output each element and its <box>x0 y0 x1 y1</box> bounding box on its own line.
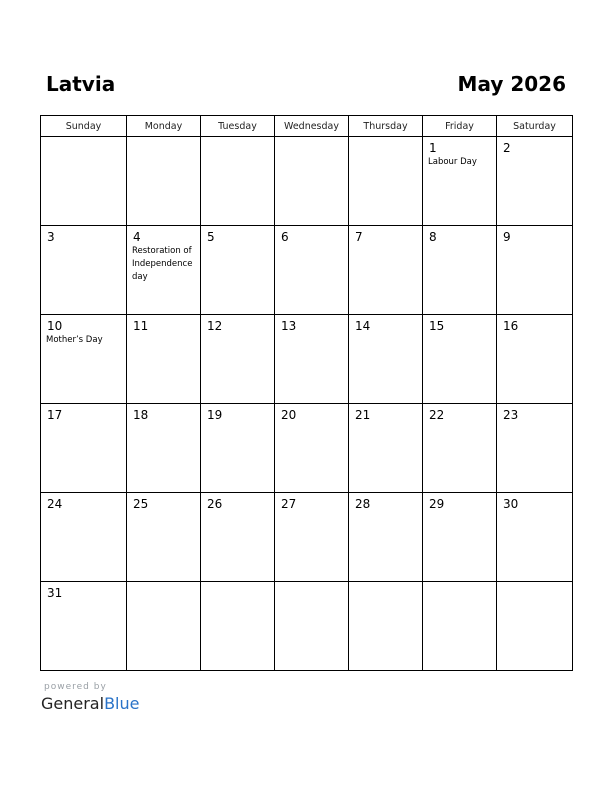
day-number: 23 <box>503 408 519 422</box>
day-number: 16 <box>503 319 519 333</box>
calendar-body <box>41 137 573 671</box>
week-row <box>41 404 573 493</box>
day-number: 1 <box>429 141 437 155</box>
day-cell <box>497 404 573 493</box>
day-number: 31 <box>47 586 63 600</box>
weekday-monday: Monday <box>127 116 201 137</box>
day-number: 14 <box>355 319 371 333</box>
day-cell <box>275 582 349 671</box>
day-cell <box>423 315 497 404</box>
day-number: 17 <box>47 408 63 422</box>
day-cell <box>349 404 423 493</box>
day-cell <box>349 582 423 671</box>
day-number: 18 <box>133 408 149 422</box>
day-number: 24 <box>47 497 63 511</box>
generalblue-logo <box>41 694 139 714</box>
day-cell <box>41 404 127 493</box>
day-number: 26 <box>207 497 223 511</box>
weekday-thursday: Thursday <box>349 116 423 137</box>
day-number: 2 <box>503 141 511 155</box>
day-cell <box>41 582 127 671</box>
day-cell <box>423 582 497 671</box>
day-cell <box>275 493 349 582</box>
day-cell <box>201 582 275 671</box>
day-cell <box>275 226 349 315</box>
day-cell <box>201 315 275 404</box>
day-cell <box>41 315 127 404</box>
week-row <box>41 137 573 226</box>
day-cell <box>41 226 127 315</box>
day-cell <box>275 404 349 493</box>
weekday-sunday: Sunday <box>41 116 127 137</box>
day-cell <box>497 493 573 582</box>
day-cell <box>127 582 201 671</box>
day-cell <box>349 137 423 226</box>
week-row <box>41 226 573 315</box>
holiday-label: Restoration of Independence day <box>132 246 193 282</box>
day-cell <box>127 493 201 582</box>
day-cell <box>127 226 201 315</box>
day-cell <box>423 404 497 493</box>
day-number: 11 <box>133 319 149 333</box>
day-cell <box>275 137 349 226</box>
day-number: 27 <box>281 497 297 511</box>
day-cell <box>201 137 275 226</box>
day-cell <box>41 137 127 226</box>
country-title: Latvia <box>46 72 116 96</box>
weekday-friday: Friday <box>423 116 497 137</box>
day-cell <box>349 226 423 315</box>
day-number: 12 <box>207 319 223 333</box>
day-cell <box>275 315 349 404</box>
day-number: 29 <box>429 497 445 511</box>
day-number: 28 <box>355 497 371 511</box>
day-cell <box>497 315 573 404</box>
day-number: 5 <box>207 230 215 244</box>
day-cell <box>127 137 201 226</box>
day-number: 10 <box>47 319 63 333</box>
day-number: 22 <box>429 408 445 422</box>
day-cell <box>201 226 275 315</box>
day-number: 8 <box>429 230 437 244</box>
day-number: 20 <box>281 408 297 422</box>
day-number: 9 <box>503 230 511 244</box>
day-number: 3 <box>47 230 55 244</box>
brand-part1: General <box>41 694 105 713</box>
day-number: 30 <box>503 497 519 511</box>
day-cell <box>423 137 497 226</box>
day-cell <box>423 226 497 315</box>
day-number: 21 <box>355 408 371 422</box>
day-number: 7 <box>355 230 363 244</box>
day-cell <box>349 493 423 582</box>
holiday-label: Mother’s Day <box>46 335 103 345</box>
day-cell <box>127 404 201 493</box>
day-cell <box>423 493 497 582</box>
day-number: 15 <box>429 319 445 333</box>
day-number: 25 <box>133 497 149 511</box>
day-cell <box>497 137 573 226</box>
week-row <box>41 582 573 671</box>
powered-by-label: powered by <box>44 682 107 692</box>
weekday-saturday: Saturday <box>497 116 573 137</box>
calendar-grid <box>40 115 573 671</box>
day-cell <box>497 226 573 315</box>
day-number: 6 <box>281 230 289 244</box>
day-cell <box>497 582 573 671</box>
day-cell <box>41 493 127 582</box>
weekday-tuesday: Tuesday <box>201 116 275 137</box>
day-number: 19 <box>207 408 223 422</box>
week-row <box>41 493 573 582</box>
weekday-wednesday: Wednesday <box>275 116 349 137</box>
day-cell <box>201 404 275 493</box>
day-cell <box>127 315 201 404</box>
holiday-label: Labour Day <box>428 157 477 167</box>
day-cell <box>201 493 275 582</box>
month-title: May 2026 <box>457 72 566 96</box>
day-number: 4 <box>133 230 141 244</box>
day-cell <box>349 315 423 404</box>
week-row <box>41 315 573 404</box>
weekday-header-row <box>41 116 573 137</box>
brand-part2: Blue <box>104 694 140 713</box>
day-number: 13 <box>281 319 297 333</box>
